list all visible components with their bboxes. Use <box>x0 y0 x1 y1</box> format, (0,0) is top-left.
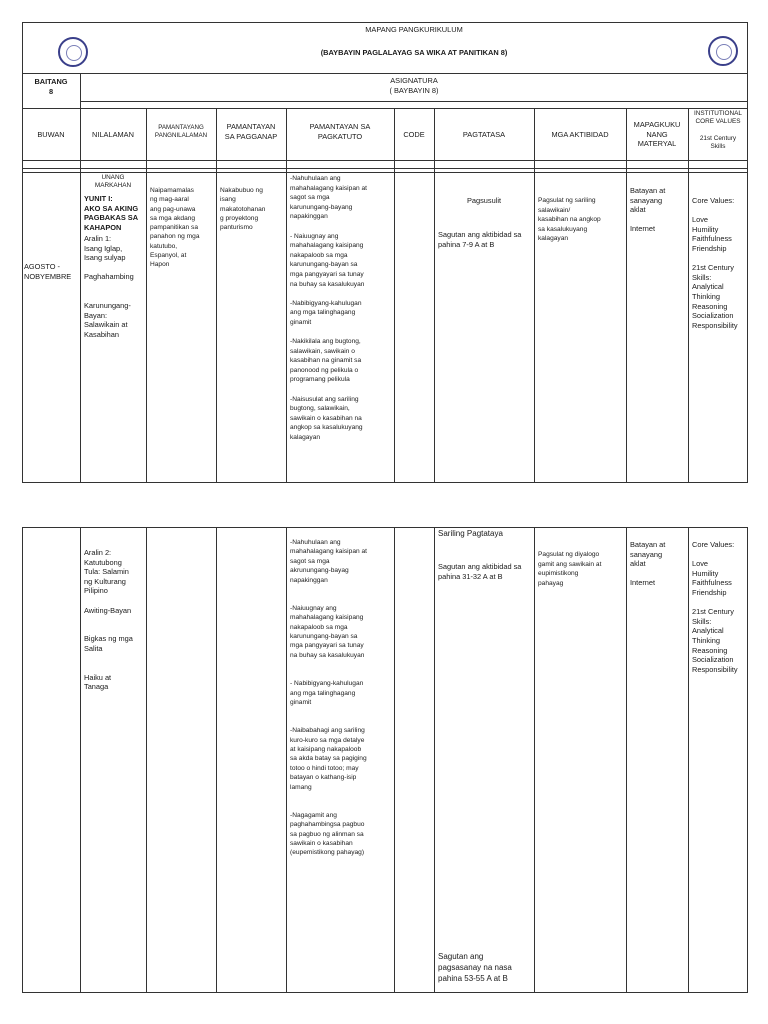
col-buwan: BUWAN <box>37 130 65 139</box>
baitang-label: BAITANG 8 <box>34 77 68 96</box>
row1-nilalaman: Aralin 1: Isang Iglap, Isang sulyap Paghahambing Karunungang- Bayan: Salawikain at Kasabihan <box>84 234 134 339</box>
row1-yunit: YUNIT I: AKO SA AKING PAGBAKAS SA KAHAPON <box>84 194 139 232</box>
row2-materyal: Batayan at sanayang aklat Internet <box>630 540 666 588</box>
row1-markahan: UNANG MARKAHAN <box>94 174 132 190</box>
row2-core-values: Core Values: Love Humility Faithfulness Friendship 21st Century Skills: Analytical Thinking Reasoning Socialization Responsibility <box>692 540 738 674</box>
row2-aktibidad: Pagsulat ng diyalogo gamit ang sawikain at eupimistikong pahayag <box>538 551 602 587</box>
row1-core-values: Core Values: Love Humility Faithfulness Friendship 21st Century Skills: Analytical Thinking Reasoning Socialization Responsibility <box>692 196 738 330</box>
col-core-values: INSTITUTIONAL CORE VALUES 21st Century Skills <box>694 110 742 150</box>
row1-materyal: Batayan at sanayang aklat Internet <box>630 186 666 234</box>
row1-pagganap: Nakabubuo ng isang makatotohanan g proyektong panturismo <box>220 187 266 232</box>
col-pagganap: PAMANTAYAN SA PAGGANAP <box>224 122 278 141</box>
col-pangnilalaman: PAMANTAYANG PANGNILALAMAN <box>154 124 208 139</box>
row1-pagkatuto: -Nahuhulaan ang mahahalagang kaisipan at sagot sa mga karunungang-bayang napakinggan - Naiuugnay ang mahahalagang kaisipang nakapaloob sa mga karunungang-bayan sa mga pangyayari sa tunay na buhay sa kasalukuyan -Nabibigyang-kahulugan ang mga talinghagang ginamit -Nakikilala ang bugtong, salawikain, sawikain o kasabihan na ginamit sa panonood ng pelikula o programang pelikula -Naisusulat ang sariling bugtong, salawikain, sawikain o kasabihan na angkop sa kasalukuyang kalagayan <box>290 175 367 442</box>
row2-pagtatasa-1: Sariling Pagtataya <box>438 529 503 538</box>
row1-pagtatasa-2: Sagutan ang aktibidad sa pahina 7-9 A at B <box>438 230 522 249</box>
row2-pagtatasa-3: Sagutan ang pagsasanay na nasa pahina 53-55 A at B <box>438 952 512 983</box>
row2-pagtatasa-2: Sagutan ang aktibidad sa pahina 31-32 A at B <box>438 562 522 581</box>
col-pagkatuto: PAMANTAYAN SA PAGKATUTO <box>309 122 371 141</box>
col-nilalaman: NILALAMAN <box>92 130 134 139</box>
col-materyal: MAPAGKUKU NANG MATERYAL <box>633 120 681 149</box>
row1-pangnilalaman: Naipamamalas ng mag-aaral ang pag-unawa sa mga akdang pampanitikan sa panahon ng mga katutubo, Espanyol, at Hapon <box>150 187 200 269</box>
row2-nilalaman: Aralin 2: Katutubong Tula: Salamin ng Kulturang Pilipino Awiting-Bayan Bigkas ng mga Salita Haiku at Tanaga <box>84 548 133 692</box>
document-title: MAPANG PANGKURIKULUM <box>365 25 463 34</box>
col-code: CODE <box>403 130 425 139</box>
col-aktibidad: MGA AKTIBIDAD <box>551 130 609 139</box>
asignatura-label: ASIGNATURA ( BAYBAYIN 8) <box>389 76 439 95</box>
col-pagtatasa: PAGTATASA <box>462 130 506 139</box>
row2-pagkatuto: -Nahuhulaan ang mahahalagang kaisipan at sagot sa mga akrunungang-bayag napakinggan -Naiuugnay ang mahahalagang kaisipang nakapaloob sa mga karunungang-bayan sa mga pangyayari sa tunay na buhay sa kasalukuyan - Nabibigyang-kahulugan ang mga talinghagang ginamit -Naibabahagi ang sariling kuro-kuro sa mga detalye at kaisipang nakapaloob sa akda batay sa pagiging totoo o hindi totoo; may batayan o kathang-isip lamang -Nagagamit ang paghahambingsa pagbuo sa pagbuo ng alinman sa sawikain o kasabihan (eupemistikong pahayag) <box>290 539 367 857</box>
row1-aktibidad: Pagsulat ng sariling salawikain/ kasabihan na angkop sa kasalukuyang kalagayan <box>538 197 601 243</box>
row1-pagtatasa-1: Pagsusulit <box>466 196 502 205</box>
document-subtitle: (BAYBAYIN PAGLALAYAG SA WIKA AT PANITIKAN 8) <box>320 48 508 57</box>
row1-buwan: AGOSTO - NOBYEMBRE <box>24 262 72 281</box>
